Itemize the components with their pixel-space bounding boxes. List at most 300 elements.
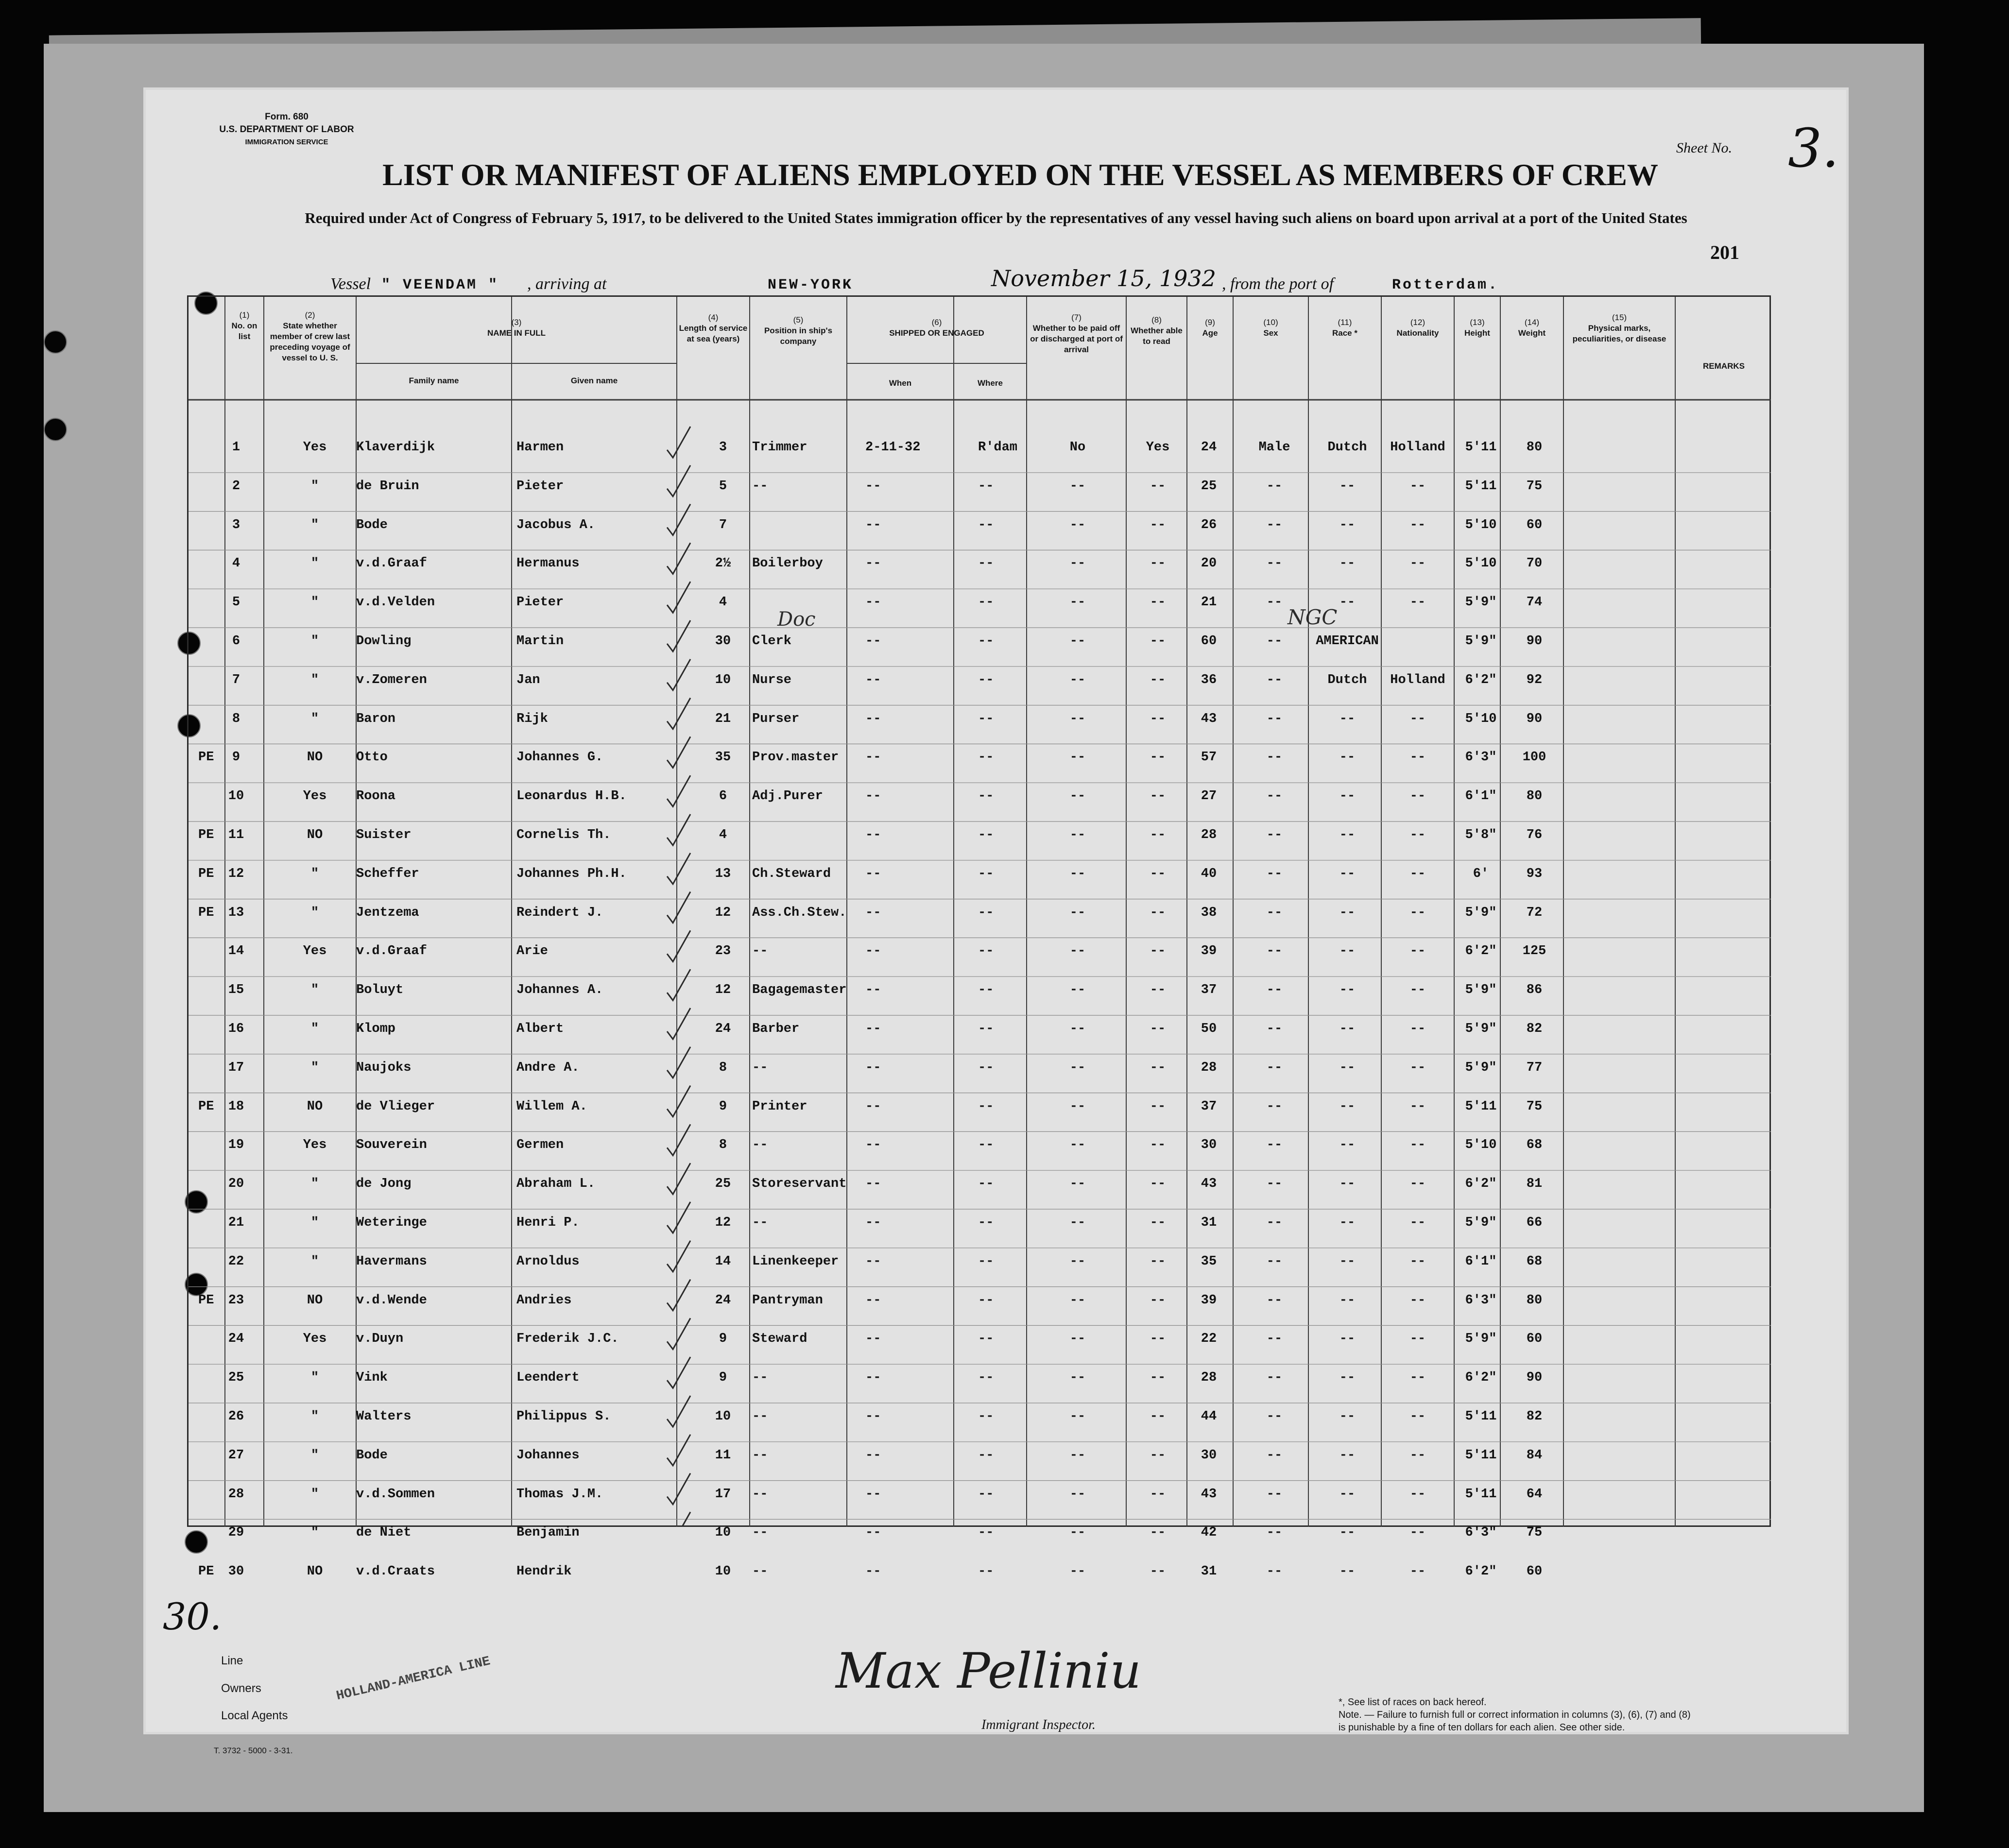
cell-weight: 60 xyxy=(1526,1564,1543,1579)
cell-when: -- xyxy=(865,1332,881,1347)
cell-nationality: -- xyxy=(1409,1060,1426,1075)
cell-nationality: -- xyxy=(1409,595,1426,610)
cell-given: Martin xyxy=(516,634,564,649)
cell-sex: -- xyxy=(1266,672,1283,687)
cell-race: -- xyxy=(1339,595,1356,610)
cell-given: Arie xyxy=(516,944,548,959)
cell-read: -- xyxy=(1150,479,1166,494)
cell-member: Yes xyxy=(303,1138,327,1153)
cell-sex: -- xyxy=(1266,1448,1283,1463)
cell-paid: -- xyxy=(1069,1370,1086,1386)
cell-member: " xyxy=(310,1177,319,1192)
cell-when: -- xyxy=(865,1060,881,1075)
cell-service: 8 xyxy=(719,1138,727,1153)
cell-sex: -- xyxy=(1266,1060,1283,1075)
cell-race: AMERICAN xyxy=(1316,634,1379,649)
cell-race: -- xyxy=(1339,1525,1356,1540)
header-marks-text: Physical marks, peculiarities, or disease xyxy=(1572,324,1666,343)
cell-service: 25 xyxy=(715,1177,731,1192)
cell-service: 9 xyxy=(719,1332,727,1347)
from-port: Rotterdam. xyxy=(1392,277,1499,293)
cell-sex: -- xyxy=(1266,1215,1283,1230)
cell-no: 11 xyxy=(228,828,244,842)
header-sex-text: Sex xyxy=(1263,328,1278,338)
cell-family: v.d.Wende xyxy=(356,1293,427,1308)
cell-read: -- xyxy=(1150,1254,1166,1269)
cell-race: -- xyxy=(1339,983,1356,998)
cell-service: 10 xyxy=(715,672,731,687)
cell-paid: -- xyxy=(1069,1564,1086,1579)
cell-service: 11 xyxy=(715,1448,731,1463)
cell-read: -- xyxy=(1150,1564,1166,1579)
cell-where: -- xyxy=(978,789,994,804)
cell-height: 6'2" xyxy=(1465,672,1497,687)
cell-height: 5'9" xyxy=(1465,634,1497,649)
cell-paid: -- xyxy=(1069,517,1086,532)
cell-height: 6'2" xyxy=(1465,944,1497,959)
cell-height: 5'9" xyxy=(1465,1022,1497,1036)
cell-no: 24 xyxy=(228,1332,244,1347)
cell-race: -- xyxy=(1339,1099,1356,1114)
cell-age: 43 xyxy=(1201,1177,1217,1192)
cell-nationality: -- xyxy=(1409,711,1426,726)
cell-no: 12 xyxy=(228,866,244,881)
header-weight-text: Weight xyxy=(1518,328,1546,338)
header-race-number: (11) xyxy=(1338,318,1352,327)
cell-where: -- xyxy=(978,595,994,610)
cell-position: -- xyxy=(752,1060,768,1075)
cell-nationality: -- xyxy=(1409,517,1426,532)
cell-paid: -- xyxy=(1069,1332,1086,1347)
cell-no: 5 xyxy=(232,595,240,610)
cell-no: 4 xyxy=(232,556,240,571)
header-remarks xyxy=(1677,361,1770,372)
cell-nationality: -- xyxy=(1409,1293,1426,1308)
cell-paid: -- xyxy=(1069,1254,1086,1269)
cell-no: 30 xyxy=(228,1564,244,1579)
cell-where: -- xyxy=(978,1564,994,1579)
cell-when: -- xyxy=(865,634,881,649)
cell-race: -- xyxy=(1339,1564,1356,1579)
cell-where: -- xyxy=(978,517,994,532)
cell-member: " xyxy=(310,711,319,726)
cell-where: -- xyxy=(978,1099,994,1114)
cell-race: -- xyxy=(1339,556,1356,571)
cell-member: " xyxy=(310,905,319,920)
cell-nationality: -- xyxy=(1409,1022,1426,1036)
cell-read: -- xyxy=(1150,944,1166,959)
cell-race: -- xyxy=(1339,711,1356,726)
cell-when: -- xyxy=(865,983,881,998)
cell-age: 40 xyxy=(1201,866,1217,881)
cell-height: 6'2" xyxy=(1465,1370,1497,1386)
cell-when: -- xyxy=(865,1370,881,1386)
from-label: , from the port of xyxy=(1222,275,1334,293)
cell-given: Jacobus A. xyxy=(516,517,596,532)
cell-age: 27 xyxy=(1201,789,1217,804)
cell-height: 6'3" xyxy=(1465,1293,1497,1308)
cell-family: v.Zomeren xyxy=(356,672,427,687)
cell-family: Havermans xyxy=(356,1254,427,1269)
header-age-text: Age xyxy=(1202,328,1218,338)
cell-member: " xyxy=(310,672,319,687)
cell-age: 31 xyxy=(1201,1564,1217,1579)
cell-given: Cornelis Th. xyxy=(516,828,611,842)
cell-no: 26 xyxy=(228,1409,244,1424)
cell-where: -- xyxy=(978,1332,994,1347)
cell-weight: 84 xyxy=(1526,1448,1543,1463)
cell-paid: -- xyxy=(1069,1215,1086,1230)
cell-when: -- xyxy=(865,595,881,610)
cell-service: 35 xyxy=(715,750,731,765)
cell-age: 43 xyxy=(1201,1487,1217,1502)
cell-where: -- xyxy=(978,1293,994,1308)
vessel-label: Vessel xyxy=(330,275,371,293)
cell-where: -- xyxy=(978,1525,994,1540)
cell-sex: -- xyxy=(1266,944,1283,959)
cell-position: Linenkeeper xyxy=(752,1254,839,1269)
cell-given: Andre A. xyxy=(516,1060,580,1075)
cell-paid: -- xyxy=(1069,983,1086,998)
cell-nationality: -- xyxy=(1409,1487,1426,1502)
cell-weight: 76 xyxy=(1526,828,1543,842)
cell-sex: -- xyxy=(1266,711,1283,726)
cell-read: Yes xyxy=(1146,440,1170,455)
cell-member: " xyxy=(310,866,319,881)
cell-weight: 82 xyxy=(1526,1409,1543,1424)
cell-no: 20 xyxy=(228,1177,244,1192)
cell-where: -- xyxy=(978,828,994,842)
cell-no: 19 xyxy=(228,1138,244,1153)
cell-no: 28 xyxy=(228,1487,244,1502)
cell-age: 35 xyxy=(1201,1254,1217,1269)
cell-height: 5'10 xyxy=(1465,517,1497,532)
cell-service: 4 xyxy=(719,595,727,610)
header-remarks-text: REMARKS xyxy=(1703,361,1745,371)
cell-age: 21 xyxy=(1201,595,1217,610)
cell-read: -- xyxy=(1150,1487,1166,1502)
cell-sex: -- xyxy=(1266,634,1283,649)
form-code: 201 xyxy=(1710,241,1739,263)
cell-weight: 80 xyxy=(1526,1293,1543,1308)
cell-nationality: -- xyxy=(1409,866,1426,881)
cell-position: -- xyxy=(752,1370,768,1386)
cell-service: 24 xyxy=(715,1022,731,1036)
cell-member: " xyxy=(310,1215,319,1230)
cell-paid: -- xyxy=(1069,711,1086,726)
cell-member: " xyxy=(310,634,319,649)
cell-age: 30 xyxy=(1201,1448,1217,1463)
cell-read: -- xyxy=(1150,1332,1166,1347)
cell-weight: 66 xyxy=(1526,1215,1543,1230)
cell-given: Benjamin xyxy=(516,1525,580,1540)
cell-given: Johannes A. xyxy=(516,983,603,998)
cell-family: de Jong xyxy=(356,1177,412,1192)
header-position xyxy=(752,315,845,347)
total-count: 30. xyxy=(163,1595,222,1638)
cell-given: Leendert xyxy=(516,1370,580,1386)
cell-paid: -- xyxy=(1069,479,1086,494)
service-name: IMMIGRATION SERVICE xyxy=(245,138,328,146)
cell-weight: 68 xyxy=(1526,1138,1543,1153)
races-note: *, See list of races on back hereof. xyxy=(1339,1697,1487,1708)
cell-where: -- xyxy=(978,1177,994,1192)
cell-member: " xyxy=(310,983,319,998)
cell-sex: -- xyxy=(1266,479,1283,494)
cell-given: Henri P. xyxy=(516,1215,580,1230)
header-service-number: (4) xyxy=(708,313,719,322)
cell-nationality: -- xyxy=(1409,1138,1426,1153)
cell-when: -- xyxy=(865,866,881,881)
cell-paid: -- xyxy=(1069,556,1086,571)
cell-given: Johannes Ph.H. xyxy=(516,866,627,881)
company-stamp: HOLLAND-AMERICA LINE xyxy=(335,1654,492,1704)
line-label: Line xyxy=(221,1654,243,1667)
cell-when: -- xyxy=(865,828,881,842)
cell-height: 6'2" xyxy=(1465,1564,1497,1579)
cell-paid: -- xyxy=(1069,1099,1086,1114)
cell-service: 6 xyxy=(719,789,727,804)
cell-weight: 75 xyxy=(1526,1099,1543,1114)
cell-member: Yes xyxy=(303,944,327,959)
header-service xyxy=(679,312,748,344)
cell-no: 18 xyxy=(228,1099,244,1114)
header-shipped-text: SHIPPED OR ENGAGED xyxy=(889,328,984,338)
cell-position: Adj.Purer xyxy=(752,789,823,804)
cell-family: Weteringe xyxy=(356,1215,427,1230)
cell-read: -- xyxy=(1150,866,1166,881)
header-when-text: When xyxy=(889,378,912,388)
cell-paid: -- xyxy=(1069,1138,1086,1153)
cell-weight: 60 xyxy=(1526,517,1543,532)
header-no xyxy=(227,310,262,342)
cell-service: 5 xyxy=(719,479,727,494)
header-race xyxy=(1310,317,1379,339)
cell-member: NO xyxy=(307,1099,323,1114)
cell-weight: 60 xyxy=(1526,1332,1543,1347)
cell-read: -- xyxy=(1150,595,1166,610)
cell-race: -- xyxy=(1339,1332,1356,1347)
cell-position: Pantryman xyxy=(752,1293,823,1308)
header-given-text: Given name xyxy=(570,376,618,385)
cell-race: -- xyxy=(1339,1215,1356,1230)
cell-paid: -- xyxy=(1069,789,1086,804)
cell-given: Johannes G. xyxy=(516,750,603,765)
cell-race: -- xyxy=(1339,750,1356,765)
header-where-text: Where xyxy=(978,378,1003,388)
cell-paid: -- xyxy=(1069,634,1086,649)
cell-sex: Male xyxy=(1258,440,1290,455)
cell-position: Purser xyxy=(752,711,800,726)
cell-service: 9 xyxy=(719,1099,727,1114)
cell-age: 44 xyxy=(1201,1409,1217,1424)
cell-nationality: -- xyxy=(1409,556,1426,571)
cell-member: NO xyxy=(307,1564,323,1579)
cell-race: Dutch xyxy=(1327,672,1367,687)
header-shipped xyxy=(849,317,1025,339)
cell-age: 20 xyxy=(1201,556,1217,571)
header-nationality xyxy=(1383,317,1452,339)
cell-race: -- xyxy=(1339,789,1356,804)
cell-age: 24 xyxy=(1201,440,1217,455)
cell-weight: 81 xyxy=(1526,1177,1543,1192)
cell-read: -- xyxy=(1150,828,1166,842)
cell-given: Arnoldus xyxy=(516,1254,580,1269)
cell-member: NO xyxy=(307,828,323,842)
cell-height: 6'1" xyxy=(1465,1254,1497,1269)
cell-race: -- xyxy=(1339,1177,1356,1192)
crew-table xyxy=(187,295,1771,1579)
cell-weight: 68 xyxy=(1526,1254,1543,1269)
cell-no: 16 xyxy=(228,1022,244,1036)
cell-paid: -- xyxy=(1069,1525,1086,1540)
cell-read: -- xyxy=(1150,1177,1166,1192)
cell-race: -- xyxy=(1339,1409,1356,1424)
header-service-text: Length of service at sea (years) xyxy=(679,324,748,343)
cell-family: Baron xyxy=(356,711,396,726)
header-position-text: Position in ship's company xyxy=(764,326,833,346)
cell-position: -- xyxy=(752,1525,768,1540)
cell-no: 14 xyxy=(228,944,244,959)
cell-paid: -- xyxy=(1069,905,1086,920)
cell-age: 39 xyxy=(1201,1293,1217,1308)
cell-nationality: -- xyxy=(1409,1254,1426,1269)
cell-sex: -- xyxy=(1266,983,1283,998)
cell-sex: -- xyxy=(1266,905,1283,920)
cell-age: 30 xyxy=(1201,1138,1217,1153)
cell-race: -- xyxy=(1339,866,1356,881)
cell-weight: 70 xyxy=(1526,556,1543,571)
header-paid-text: Whether to be paid off or discharged at port of arrival xyxy=(1030,324,1123,354)
cell-position: Clerk xyxy=(752,634,792,649)
cell-where: -- xyxy=(978,556,994,571)
cell-paid: -- xyxy=(1069,944,1086,959)
header-member-text: State whether member of crew last preceding voyage of vessel to U. S. xyxy=(270,321,350,362)
cell-read: -- xyxy=(1150,1138,1166,1153)
cell-where: -- xyxy=(978,1022,994,1036)
cell-when: -- xyxy=(865,672,881,687)
cell-nationality: -- xyxy=(1409,1409,1426,1424)
header-family xyxy=(358,376,510,386)
cell-no: 8 xyxy=(232,711,240,726)
cell-where: -- xyxy=(978,983,994,998)
cell-when: -- xyxy=(865,1409,881,1424)
cell-position: Steward xyxy=(752,1332,807,1347)
cell-where: -- xyxy=(978,479,994,494)
cell-age: 36 xyxy=(1201,672,1217,687)
cell-sex: -- xyxy=(1266,517,1283,532)
cell-race: -- xyxy=(1339,905,1356,920)
header-weight xyxy=(1502,317,1562,339)
cell-no: 25 xyxy=(228,1370,244,1386)
cell-weight: 100 xyxy=(1522,750,1546,765)
cell-age: 38 xyxy=(1201,905,1217,920)
cell-when: -- xyxy=(865,944,881,959)
arrival-port: NEW-YORK xyxy=(768,277,854,293)
cell-sex: -- xyxy=(1266,1254,1283,1269)
cell-service: 17 xyxy=(715,1487,731,1502)
header-given xyxy=(514,376,675,386)
cell-family: v.d.Craats xyxy=(356,1564,435,1579)
punch-hole xyxy=(44,330,67,354)
cell-no: 3 xyxy=(232,517,240,532)
cell-when: -- xyxy=(865,1254,881,1269)
cell-sex: -- xyxy=(1266,1487,1283,1502)
header-read xyxy=(1128,315,1185,347)
cell-family: Vink xyxy=(356,1370,388,1386)
cell-family: Scheffer xyxy=(356,866,419,881)
cell-where: -- xyxy=(978,750,994,765)
cell-age: 50 xyxy=(1201,1022,1217,1036)
race-annotation: NGC xyxy=(1288,605,1338,629)
header-no-text: No. on list xyxy=(231,321,258,341)
header-when xyxy=(849,378,952,389)
cell-paid: -- xyxy=(1069,595,1086,610)
sheet-label: Sheet No. xyxy=(1676,140,1732,156)
cell-service: 12 xyxy=(715,905,731,920)
cell-no: 17 xyxy=(228,1060,244,1075)
cell-paid: -- xyxy=(1069,750,1086,765)
cell-age: 31 xyxy=(1201,1215,1217,1230)
cell-no: 2 xyxy=(232,479,240,494)
cell-position: Prov.master xyxy=(752,750,839,765)
cell-when: -- xyxy=(865,1293,881,1308)
cell-member: " xyxy=(310,1448,319,1463)
cell-member: " xyxy=(310,1370,319,1386)
cell-given: Willem A. xyxy=(516,1099,587,1114)
header-age-number: (9) xyxy=(1205,318,1215,327)
local-agents-label: Local Agents xyxy=(221,1709,288,1722)
cell-race: -- xyxy=(1339,517,1356,532)
cell-when: 2-11-32 xyxy=(865,440,921,455)
cell-nationality: Holland xyxy=(1390,440,1445,455)
cell-height: 6'1" xyxy=(1465,789,1497,804)
inspector-signature: Max Pelliniu xyxy=(836,1643,1141,1699)
cell-family: Klomp xyxy=(356,1022,396,1036)
cell-position: Ass.Ch.Stew. xyxy=(752,905,847,920)
cell-position: -- xyxy=(752,479,768,494)
cell-member: Yes xyxy=(303,440,327,455)
cell-service: 10 xyxy=(715,1564,731,1579)
cell-member: " xyxy=(310,1022,319,1036)
cell-when: -- xyxy=(865,1487,881,1502)
cell-race: -- xyxy=(1339,1293,1356,1308)
cell-when: -- xyxy=(865,905,881,920)
cell-height: 6'2" xyxy=(1465,1177,1497,1192)
cell-when: -- xyxy=(865,1564,881,1579)
cell-no: 21 xyxy=(228,1215,244,1230)
cell-race: -- xyxy=(1339,1254,1356,1269)
cell-when: -- xyxy=(865,1177,881,1192)
cell-given: Albert xyxy=(516,1022,564,1036)
cell-where: -- xyxy=(978,944,994,959)
cell-sex: -- xyxy=(1266,866,1283,881)
cell-read: -- xyxy=(1150,1525,1166,1540)
cell-read: -- xyxy=(1150,1022,1166,1036)
cell-sex: -- xyxy=(1266,1293,1283,1308)
cell-nationality: -- xyxy=(1409,750,1426,765)
cell-where: -- xyxy=(978,1409,994,1424)
cell-service: 8 xyxy=(719,1060,727,1075)
cell-pe: PE xyxy=(198,1564,214,1579)
cell-paid: -- xyxy=(1069,866,1086,881)
cell-member: " xyxy=(310,1487,319,1502)
cell-service: 4 xyxy=(719,828,727,842)
cell-family: de Niet xyxy=(356,1525,412,1540)
cell-where: -- xyxy=(978,1254,994,1269)
cell-service: 7 xyxy=(719,517,727,532)
cell-when: -- xyxy=(865,1138,881,1153)
